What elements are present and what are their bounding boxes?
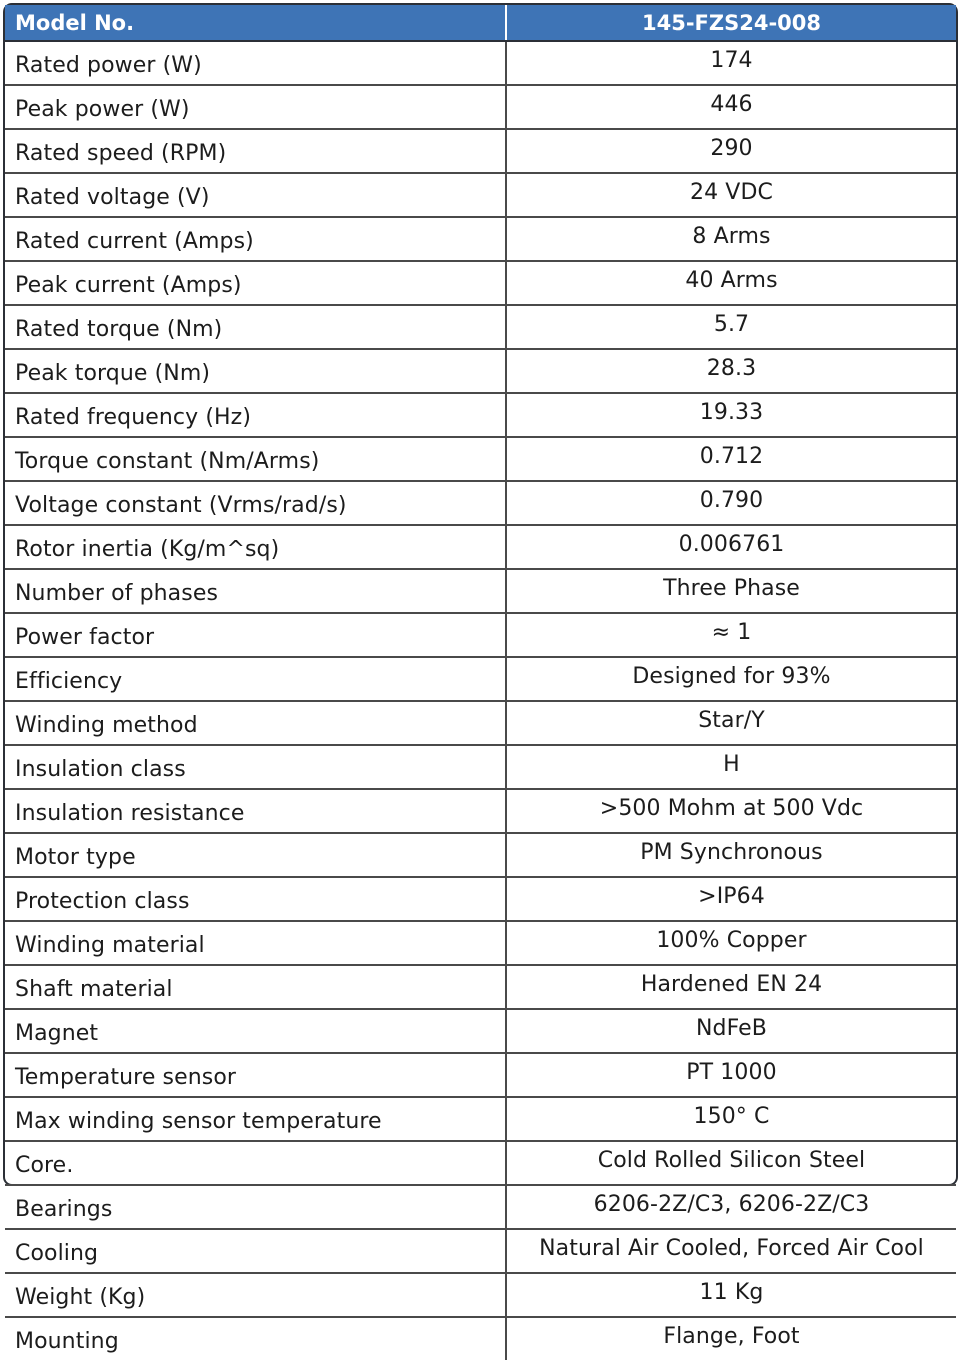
- table-row: [5, 1097, 956, 1141]
- table-row: [5, 877, 956, 921]
- spec-value: 446: [506, 85, 956, 129]
- header-label-cell: Model No.: [5, 5, 506, 41]
- table-row: [5, 305, 956, 349]
- spec-label: Max winding sensor temperature: [5, 1097, 506, 1141]
- spec-label: Temperature sensor: [5, 1053, 506, 1097]
- table-row: [5, 41, 956, 85]
- table-row: [5, 261, 956, 305]
- spec-label: Winding method: [5, 701, 506, 745]
- spec-value: 290: [506, 129, 956, 173]
- table-row: [5, 1009, 956, 1053]
- spec-label: Shaft material: [5, 965, 506, 1009]
- spec-value: 11 Kg: [506, 1273, 956, 1317]
- spec-label: Rotor inertia (Kg/m^sq): [5, 525, 506, 569]
- spec-label: Magnet: [5, 1009, 506, 1053]
- spec-label: Rated power (W): [5, 41, 506, 85]
- spec-label: Weight (Kg): [5, 1273, 506, 1317]
- motor-spec-table: [5, 5, 956, 1360]
- table-row: [5, 173, 956, 217]
- spec-value: 6206-2Z/C3, 6206-2Z/C3: [506, 1185, 956, 1229]
- spec-value: H: [506, 745, 956, 789]
- header-value-cell: 145-FZS24-008: [506, 5, 956, 41]
- spec-value: >IP64: [506, 877, 956, 921]
- spec-value: PM Synchronous: [506, 833, 956, 877]
- spec-value: 100% Copper: [506, 921, 956, 965]
- spec-label: Number of phases: [5, 569, 506, 613]
- spec-value: 150° C: [506, 1097, 956, 1141]
- table-row: [5, 217, 956, 261]
- spec-label: Efficiency: [5, 657, 506, 701]
- spec-label: Power factor: [5, 613, 506, 657]
- spec-value: 19.33: [506, 393, 956, 437]
- spec-label: Rated torque (Nm): [5, 305, 506, 349]
- spec-value: 24 VDC: [506, 173, 956, 217]
- spec-label: Insulation class: [5, 745, 506, 789]
- spec-label: Core.: [5, 1141, 506, 1185]
- table-row: [5, 1185, 956, 1229]
- spec-label: Mounting: [5, 1317, 506, 1360]
- table-row: [5, 569, 956, 613]
- spec-value: NdFeB: [506, 1009, 956, 1053]
- spec-label: Bearings: [5, 1185, 506, 1229]
- spec-value: 0.790: [506, 481, 956, 525]
- spec-label: Peak current (Amps): [5, 261, 506, 305]
- table-row: [5, 1273, 956, 1317]
- spec-label: Cooling: [5, 1229, 506, 1273]
- table-row: [5, 745, 956, 789]
- table-row: [5, 965, 956, 1009]
- spec-label: Motor type: [5, 833, 506, 877]
- spec-value: Flange, Foot: [506, 1317, 956, 1360]
- table-row: [5, 481, 956, 525]
- table-row: [5, 393, 956, 437]
- spec-label: Insulation resistance: [5, 789, 506, 833]
- table-row: [5, 657, 956, 701]
- spec-label: Peak power (W): [5, 85, 506, 129]
- table-row: [5, 525, 956, 569]
- spec-value: 8 Arms: [506, 217, 956, 261]
- table-row: [5, 129, 956, 173]
- table-row: [5, 701, 956, 745]
- spec-value: Natural Air Cooled, Forced Air Cool: [506, 1229, 956, 1273]
- spec-value: Hardened EN 24: [506, 965, 956, 1009]
- spec-label: Winding material: [5, 921, 506, 965]
- table-row: [5, 789, 956, 833]
- spec-value: Star/Y: [506, 701, 956, 745]
- spec-value: 0.712: [506, 437, 956, 481]
- spec-label: Rated current (Amps): [5, 217, 506, 261]
- table-row: [5, 921, 956, 965]
- spec-table-container: [3, 3, 958, 1354]
- spec-value: 0.006761: [506, 525, 956, 569]
- spec-value: 5.7: [506, 305, 956, 349]
- table-row: [5, 1053, 956, 1097]
- spec-label: Protection class: [5, 877, 506, 921]
- spec-value: 174: [710, 47, 753, 73]
- table-row: [5, 1229, 956, 1273]
- table-row: [5, 1141, 956, 1185]
- table-row: [5, 85, 956, 129]
- table-body: [5, 41, 956, 1360]
- table-row: [5, 349, 956, 393]
- table-header-row: [5, 5, 956, 41]
- spec-value: PT 1000: [506, 1053, 956, 1097]
- spec-label: Torque constant (Nm/Arms): [5, 437, 506, 481]
- spec-label: Peak torque (Nm): [5, 349, 506, 393]
- table-row: [5, 1317, 956, 1360]
- spec-label: Voltage constant (Vrms/rad/s): [5, 481, 506, 525]
- spec-value: 28.3: [506, 349, 956, 393]
- table-row: [5, 437, 956, 481]
- spec-value: Designed for 93%: [506, 657, 956, 701]
- spec-value: ≈ 1: [506, 613, 956, 657]
- spec-label: Rated speed (RPM): [5, 129, 506, 173]
- spec-label: Rated voltage (V): [5, 173, 506, 217]
- table-row: [5, 613, 956, 657]
- spec-value: Cold Rolled Silicon Steel: [506, 1141, 956, 1185]
- spec-value: 40 Arms: [506, 261, 956, 305]
- table-row: [5, 833, 956, 877]
- spec-value: >500 Mohm at 500 Vdc: [506, 789, 956, 833]
- spec-label: Rated frequency (Hz): [5, 393, 506, 437]
- spec-value: Three Phase: [506, 569, 956, 613]
